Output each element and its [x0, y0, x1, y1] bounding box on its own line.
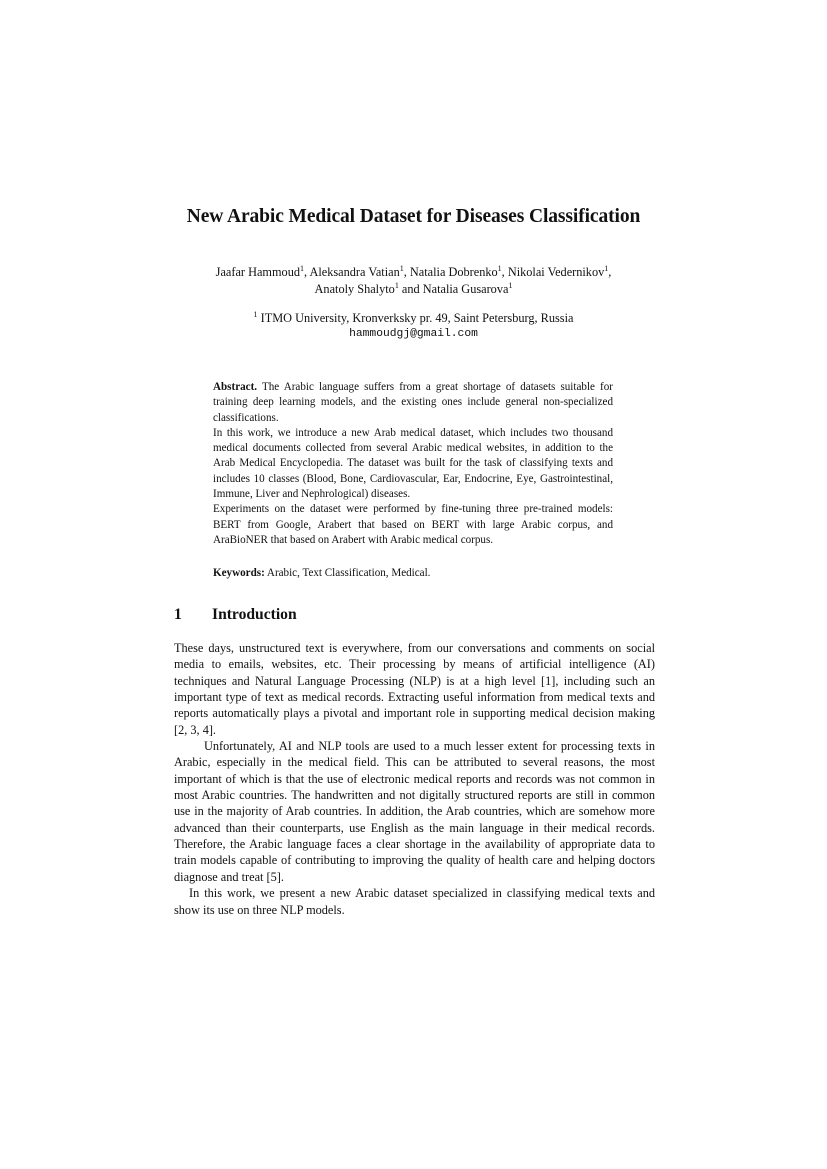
author-name: Anatoly Shalyto — [314, 282, 395, 296]
abstract-text: The Arabic language suffers from a great shortage of datasets suitable for training deep learning models, and the existing ones include general non-specialized classifications. — [213, 381, 613, 424]
author-affiliation-mark: 1 — [399, 263, 404, 273]
section-title: Introduction — [212, 606, 297, 623]
author-name: Nikolai Vedernikov — [507, 265, 605, 279]
abstract-label: Abstract. — [213, 381, 258, 393]
abstract-paragraph: In this work, we introduce a new Arab medical dataset, which includes two thousand medical documents collected from several Arabic medical websites, in addition to the Arab Medical Encyclopedia. The dataset was built for the task of classifying texts and includes 10 classes (Blood, Bone, Cardiovascular, Ear, Endocrine, Eye, Gastrointestinal, Immune, Liver and Nephrological) diseases. — [213, 426, 613, 501]
keywords-label: Keywords: — [213, 567, 265, 579]
author-name: Aleksandra Vatian — [309, 265, 400, 279]
author-email: hammoudgj@gmail.com — [349, 328, 478, 340]
author-affiliation-mark: 1 — [604, 263, 609, 273]
abstract-paragraph — [213, 380, 613, 426]
body-paragraph: Unfortunately, AI and NLP tools are used to a much lesser extent for processing texts in Arabic, especially in the medical field. This can be attributed to several reasons, the most important of which is that the use of electronic medical reports and records was not common in most Arabic countries. The handwritten and not digitally structured reports are still in common use in the majority of Arab countries. In addition, the Arab countries, which are somehow more advanced than their counterparts, use English as the main language in their medical records. Therefore, the Arabic language faces a clear shortage in the availability of appropriate data to train models capable of contributing to improving the quality of health care and helping doctors diagnose and treat [5]. — [174, 739, 655, 884]
author-name: Jaafar Hammoud — [215, 265, 300, 279]
keywords-text: Arabic, Text Classification, Medical. — [264, 567, 431, 579]
author-separator: , — [304, 265, 310, 279]
author-name: Natalia Gusarova — [422, 282, 509, 296]
affiliation-mark: 1 — [253, 309, 258, 319]
author-list — [150, 264, 677, 298]
affiliation-block — [0, 310, 827, 342]
author-separator: , — [608, 265, 612, 279]
paper-title: New Arabic Medical Dataset for Diseases Classification — [186, 206, 641, 227]
author-affiliation-mark: 1 — [508, 280, 513, 290]
author-affiliation-mark: 1 — [300, 263, 304, 273]
abstract — [213, 380, 613, 548]
section-body — [174, 640, 655, 918]
author-name: Natalia Dobrenko — [409, 265, 498, 279]
author-affiliation-mark: 1 — [497, 263, 502, 273]
affiliation-line — [0, 310, 827, 326]
abstract-paragraph: Experiments on the dataset were performed by fine-tuning three pre-trained models: BERT from Google, Arabert that based on BERT with large Arabic corpus, and AraBioNER that based on Arabert with Arabic medical corpus. — [213, 503, 613, 546]
keywords — [213, 566, 613, 581]
author-affiliation-mark: 1 — [394, 280, 399, 290]
body-paragraph: These days, unstructured text is everywhere, from our conversations and comments on social media to emails, websites, etc. Their processing by means of artificial intelligence (AI) techniques and Natural Language Processing (NLP) is at a high level [1], including such an important type of text as medical records. Extracting useful information from medical texts and reports automatically plays a pivotal and important role in supporting medical decision making [2, 3, 4]. — [174, 641, 655, 737]
affiliation-text: ITMO University, Kronverksky pr. 49, Saint Petersburg, Russia — [257, 311, 574, 325]
body-paragraph: In this work, we present a new Arabic dataset specialized in classifying medical texts and show its use on three NLP models. — [174, 886, 655, 917]
author-separator: and — [398, 282, 423, 296]
section-number: 1 — [174, 606, 182, 623]
author-separator: , — [403, 265, 410, 279]
section-heading — [174, 606, 654, 624]
author-separator: , — [501, 265, 508, 279]
